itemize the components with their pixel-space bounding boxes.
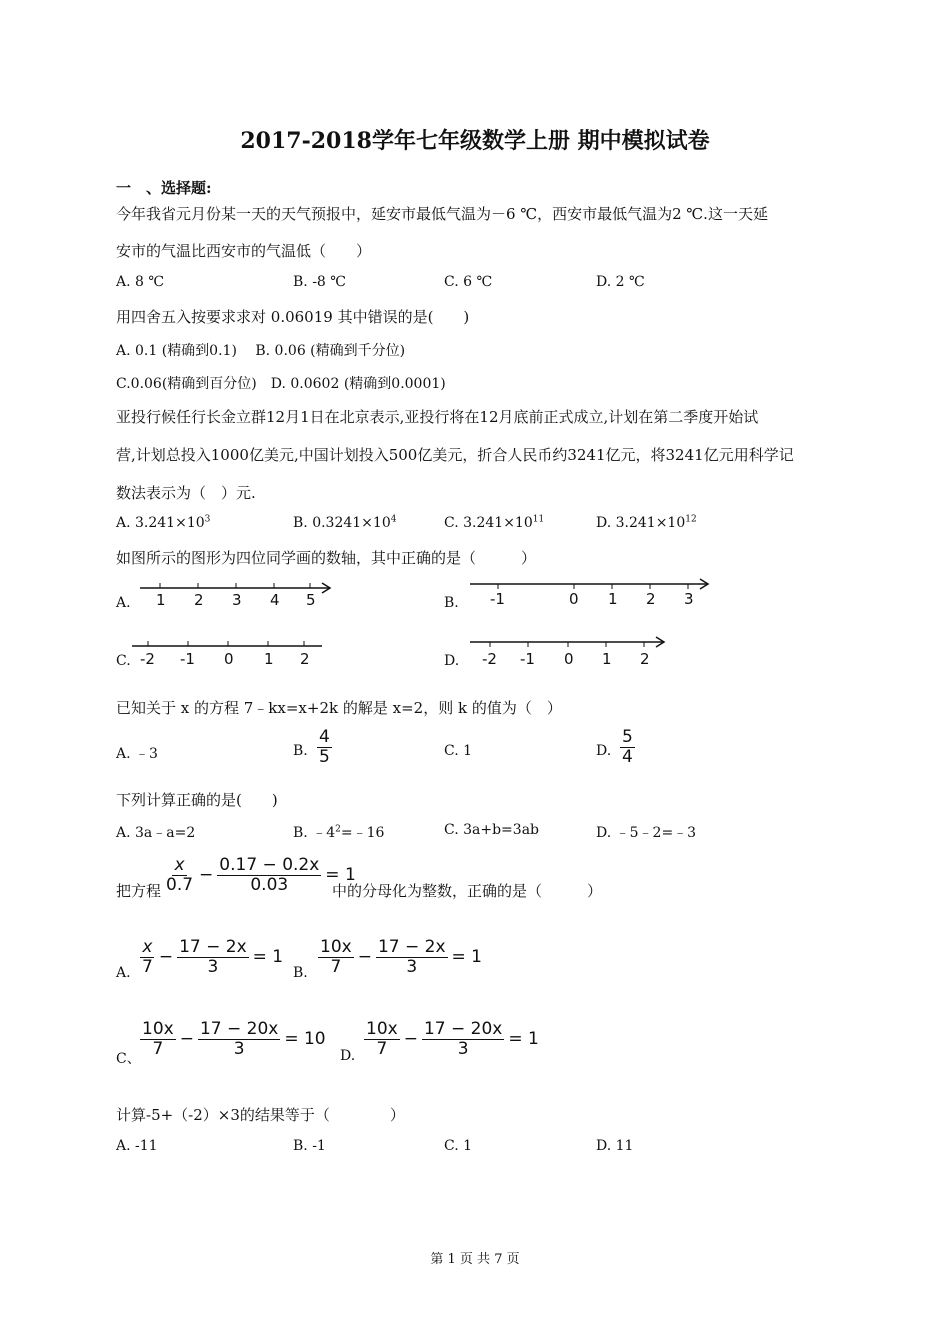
q7-option-d-label: D. xyxy=(340,1048,356,1064)
tick-label: -1 xyxy=(520,650,535,668)
tick-label: 1 xyxy=(264,650,274,668)
q6-option-c: C. 3a+b=3ab xyxy=(444,822,540,838)
q3-option-b: B. $0.3241\times 10^4$ xyxy=(293,514,397,531)
q7-option-c-equation: $\frac{10x}{7}$ − $\frac{17 - 20x}{3}$ = 10 xyxy=(142,1019,326,1059)
tick-label: 0 xyxy=(564,650,574,668)
page-title: 2017-2018学年七年级数学上册 期中模拟试卷 xyxy=(240,128,710,154)
q1-option-d: D. 2 ℃ xyxy=(596,274,645,290)
q7-suffix: 中的分母化为整数，正确的是（ ） xyxy=(332,882,603,900)
denominator: 4 xyxy=(622,746,633,767)
q5-line1: 已知关于 x 的方程 7﹣kx=x+2k 的解是 x=2，则 k 的值为（ ） xyxy=(116,699,562,717)
q3-line1: 亚投行候任行长金立群12月1日在北京表示,亚投行将在12月底前正式成立,计划在第二季度开始试 xyxy=(116,408,759,426)
q6-line1: 下列计算正确的是( ) xyxy=(116,791,278,809)
denominator: 5 xyxy=(319,746,330,767)
q3-option-d: D. $3.241\times 10^{12}$ xyxy=(596,514,697,531)
q8-option-a: A. -11 xyxy=(116,1138,158,1154)
q6-option-b: B. $﹣4^2=﹣16$ xyxy=(293,824,385,841)
tick-label: 1 xyxy=(156,591,166,609)
tick-label: 0 xyxy=(224,650,234,668)
q1-option-c: C. 6 ℃ xyxy=(444,274,493,290)
q2-options-cd: C.0.06(精确到百分位) D. 0.0602 (精确到0.0001) xyxy=(116,376,446,392)
q1-option-a: A. 8 ℃ xyxy=(116,274,165,290)
q4-option-a-label: A. xyxy=(116,595,131,611)
q4-option-d-label: D. xyxy=(444,653,460,669)
tick-label: -1 xyxy=(180,650,195,668)
q2-line1: 用四舍五入按要求求对 0.06019 其中错误的是( ) xyxy=(116,308,470,326)
tick-label: 2 xyxy=(300,650,310,668)
q4-line1: 如图所示的图形为四位同学画的数轴，其中正确的是（ ） xyxy=(116,549,537,567)
q5-option-a: A. ﹣3 xyxy=(116,746,158,762)
q6-option-a: A. 3a﹣a=2 xyxy=(116,825,196,841)
tick-label: 5 xyxy=(306,591,316,609)
q7-option-b-label: B. xyxy=(293,965,308,981)
tick-label: 3 xyxy=(232,591,242,609)
q5-option-c: C. 1 xyxy=(444,743,473,759)
q3-option-c: C. $3.241\times 10^{11}$ xyxy=(444,514,545,531)
q3-line2: 营,计划总投入1000亿美元,中国计划投入500亿美元，折合人民币约3241亿元，将3241亿元用科学记 xyxy=(116,446,794,464)
q5-option-b-fraction xyxy=(317,728,332,766)
number-line-c xyxy=(130,634,330,668)
number-line-a xyxy=(138,580,338,610)
q7-option-c-label: C、 xyxy=(116,1051,141,1067)
q4-option-b-label: B. xyxy=(444,595,459,611)
q8-option-d: D. 11 xyxy=(596,1138,634,1154)
q7-option-a-label: A. xyxy=(116,965,131,981)
tick-label: 3 xyxy=(684,590,694,608)
q4-option-c-label: C. xyxy=(116,653,131,669)
q5-option-d-label: D. xyxy=(596,743,612,759)
tick-label: -2 xyxy=(140,650,155,668)
page-footer: 第 1 页 共 7 页 xyxy=(430,1252,520,1267)
q8-option-b: B. -1 xyxy=(293,1138,326,1154)
tick-label: 2 xyxy=(646,590,656,608)
q7-option-b-equation: $\frac{10x}{7}$ − $\frac{17 - 2x}{3}$ = 1 xyxy=(320,937,482,977)
q8-option-c: C. 1 xyxy=(444,1138,473,1154)
q1-line1: 今年我省元月份某一天的天气预报中，延安市最低气温为－6 ℃，西安市最低气温为2 ℃.这一天延 xyxy=(116,205,768,223)
q3-option-a: A. $3.241\times 10^3$ xyxy=(116,514,211,531)
q1-option-b: B. -8 ℃ xyxy=(293,274,346,290)
section-heading: 一 、选择题: xyxy=(116,179,212,197)
tick-label: 2 xyxy=(640,650,650,668)
tick-label: 1 xyxy=(608,590,618,608)
numerator: 5 xyxy=(622,727,633,747)
q5-option-d-fraction xyxy=(620,728,635,766)
q8-line1: 计算-5+（-2）×3的结果等于（ ） xyxy=(116,1106,405,1124)
tick-label: 4 xyxy=(270,591,280,609)
q7-prefix: 把方程 xyxy=(116,882,162,900)
tick-label: -2 xyxy=(482,650,497,668)
tick-label: -1 xyxy=(490,590,505,608)
tick-label: 2 xyxy=(194,591,204,609)
q7-option-d-equation: $\frac{10x}{7}$ − $\frac{17 - 20x}{3}$ = 1 xyxy=(366,1019,539,1059)
q7-option-a-equation: $\frac{x}{7}$ − $\frac{17 - 2x}{3}$ = 1 xyxy=(142,937,284,977)
q3-line3: 数法表示为（ ）元. xyxy=(116,484,256,502)
number-line-b xyxy=(468,576,718,610)
number-line-d xyxy=(468,632,678,668)
q5-option-b-label: B. xyxy=(293,743,308,759)
numerator: 4 xyxy=(319,727,330,747)
q7-equation: $\frac{x}{0.7}$ − $\frac{0.17 - 0.2x}{0.03}$ = 1 xyxy=(166,855,356,895)
q1-line2: 安市的气温比西安市的气温低（ ） xyxy=(116,242,372,260)
tick-label: 0 xyxy=(569,590,579,608)
q2-options-ab: A. 0.1 (精确到0.1) B. 0.06 (精确到千分位) xyxy=(116,343,406,359)
q6-option-d: D. ﹣5﹣2=﹣3 xyxy=(596,825,697,841)
tick-label: 1 xyxy=(602,650,612,668)
